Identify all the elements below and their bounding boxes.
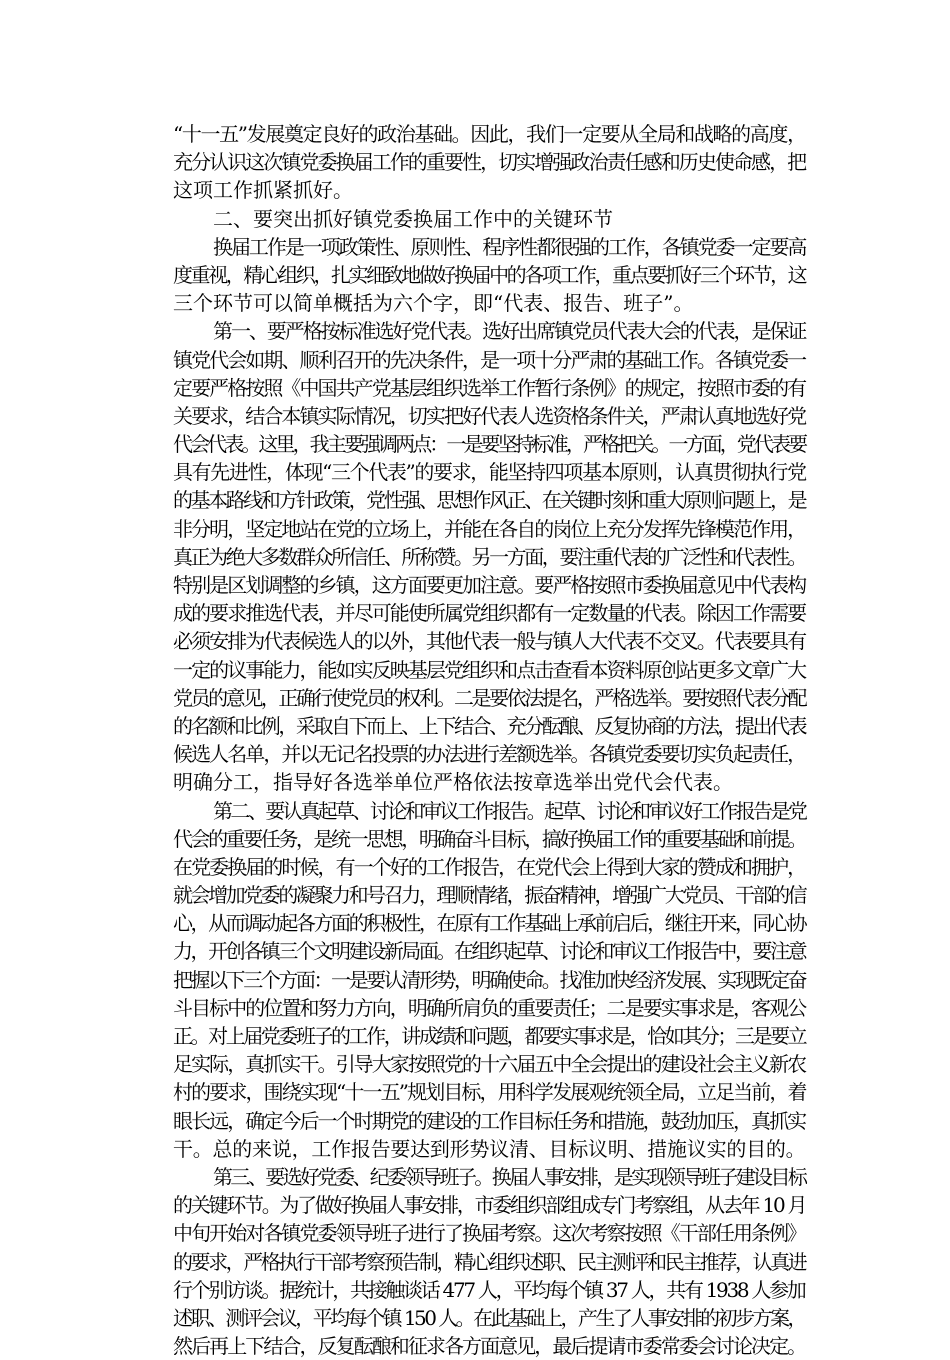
text-line: 充分认识这次镇党委换届工作的重要性，切实增强政治责任感和历史使命感，把 xyxy=(173,150,806,175)
text-line: 镇党代会如期、顺利召开的先决条件，是一项十分严肃的基础工作。各镇党委一 xyxy=(173,347,806,372)
paragraph-intro xyxy=(173,233,807,318)
text-line: 非分明，坚定地站在党的立场上，并能在各自的岗位上充分发挥先锋模范作用， xyxy=(173,516,806,541)
text-line: 特别是区划调整的乡镇，这方面要更加注意。要严格按照市委换届意见中代表构 xyxy=(173,573,806,597)
text-line: 斗目标中的位置和努力方向，明确所肩负的重要责任；二是要实事求是，客观公 xyxy=(173,995,806,1020)
paragraph-first-point xyxy=(173,317,807,796)
text-line: 的要求，严格执行干部考察预告制，精心组织述职、民主测评和民主推荐，认真进 xyxy=(173,1249,806,1274)
section-heading xyxy=(173,205,807,233)
paragraph-continuation xyxy=(173,120,807,205)
text-line: 候选人名单，并以无记名投票的办法进行差额选举。各镇党委要切实负起责任， xyxy=(173,742,806,767)
text-line: 第三、要选好党委、纪委领导班子。换届人事安排，是实现领导班子建设目标 xyxy=(213,1164,806,1189)
text-line: 代会代表。这里，我主要强调两点：一是要坚持标准，严格把关。一方面，党代表要 xyxy=(173,432,806,457)
text-line: 度重视，精心组织，扎实细致地做好换届中的各项工作，重点要抓好三个环节，这 xyxy=(173,262,806,287)
text-line: 党员的意见，正确行使党员的权利。二是要依法提名，严格选举。要按照代表分配 xyxy=(173,685,806,710)
text-line: 心，从而调动起各方面的积极性，在原有工作基础上承前启后，继往开来，同心协 xyxy=(173,911,806,936)
text-line: 必须安排为代表候选人的以外，其他代表一般与镇人大代表不交叉。代表要具有 xyxy=(173,629,806,654)
text-line: 关要求，结合本镇实际情况，切实把好代表人选资格条件关，严肃认真地选好党 xyxy=(173,403,806,428)
text-line: 这项工作抓紧抓好。 xyxy=(173,178,353,203)
text-line: 眼长远，确定今后一个时期党的建设的工作目标任务和措施，鼓劲加压，真抓实 xyxy=(173,1108,806,1133)
text-line: 第二、要认真起草、讨论和审议工作报告。起草、讨论和审议好工作报告是党 xyxy=(213,798,806,823)
text-line: 第一、要严格按标准选好党代表。选好出席镇党员代表大会的代表，是保证 xyxy=(213,319,806,344)
text-line: 在党委换届的时候，有一个好的工作报告，在党代会上得到大家的赞成和拥护， xyxy=(173,854,806,879)
text-line: 述职、测评会议，平均每个镇 150 人。在此基础上，产生了人事安排的初步方案， xyxy=(173,1305,805,1330)
text-line: 成的要求推选代表，并尽可能使所属党组织都有一定数量的代表。除因工作需要 xyxy=(173,601,806,626)
text-line: 中旬开始对各镇党委领导班子进行了换届考察。这次考察按照《干部任用条例》 xyxy=(173,1221,806,1246)
paragraph-second-point xyxy=(173,797,807,1163)
text-line: 的名额和比例，采取自下而上、上下结合、充分酝酿、反复协商的方法，提出代表 xyxy=(173,713,806,738)
text-line: 一定的议事能力，能如实反映基层党组织和点击查看本资料原创站更多文章广大 xyxy=(173,657,806,682)
text-line: 干。总的来说，工作报告要达到形势议清、目标议明、措施议实的目的。 xyxy=(173,1136,806,1161)
document-body xyxy=(173,120,807,1360)
text-line: 就会增加党委的凝聚力和号召力，理顺情绪，振奋精神，增强广大党员、干部的信 xyxy=(173,883,806,908)
section-heading-text: 二、要突出抓好镇党委换届工作中的关键环节 xyxy=(213,206,613,231)
text-line: 的基本路线和方针政策，党性强、思想作风正、在关键时刻和重大原则问题上，是 xyxy=(173,488,806,513)
text-line: 明确分工，指导好各选举单位严格依法按章选举出党代会代表。 xyxy=(173,770,733,795)
text-line: 行个别访谈。据统计，共接触谈话 477 人，平均每个镇 37 人，共有 1938 人参加 xyxy=(173,1277,805,1302)
text-line: 定要严格按照《中国共产党基层组织选举工作暂行条例》的规定，按照市委的有 xyxy=(173,375,806,400)
text-line: 真正为绝大多数群众所信任、所称赞。另一方面，要注重代表的广泛性和代表性。 xyxy=(173,544,806,569)
text-line: 把握以下三个方面：一是要认清形势，明确使命。找准加快经济发展、实现既定奋 xyxy=(173,967,806,992)
text-line: 正。对上届党委班子的工作，讲成绩和问题，都要实事求是，恰如其分；三是要立 xyxy=(173,1024,806,1048)
text-line: 然后再上下结合，反复酝酿和征求各方面意见，最后提请市委常委会讨论决定。 xyxy=(173,1334,806,1359)
text-line: 换届工作是一项政策性、原则性、程序性都很强的工作，各镇党委一定要高 xyxy=(213,234,806,259)
text-line: 的关键环节。为了做好换届人事安排，市委组织部组成专门考察组，从去年 10 月 xyxy=(173,1193,806,1218)
text-line: 三个环节可以简单概括为六个字，即“代表、报告、班子”。 xyxy=(173,291,694,316)
text-line: 足实际，真抓实干。引导大家按照党的十六届五中全会提出的建设社会主义新农 xyxy=(173,1052,806,1077)
text-line: “十一五”发展奠定良好的政治基础。因此，我们一定要从全局和战略的高度， xyxy=(173,122,806,146)
paragraph-third-point xyxy=(173,1163,807,1360)
text-line: 具有先进性，体现“三个代表”的要求，能坚持四项基本原则，认真贯彻执行党 xyxy=(173,460,806,485)
text-line: 代会的重要任务，是统一思想，明确奋斗目标，搞好换届工作的重要基础和前提。 xyxy=(173,826,806,851)
text-line: 村的要求，围绕实现“十一五”规划目标，用科学发展观统领全局，立足当前，着 xyxy=(173,1080,806,1105)
text-line: 力，开创各镇三个文明建设新局面。在组织起草、讨论和审议工作报告中，要注意 xyxy=(173,939,806,964)
